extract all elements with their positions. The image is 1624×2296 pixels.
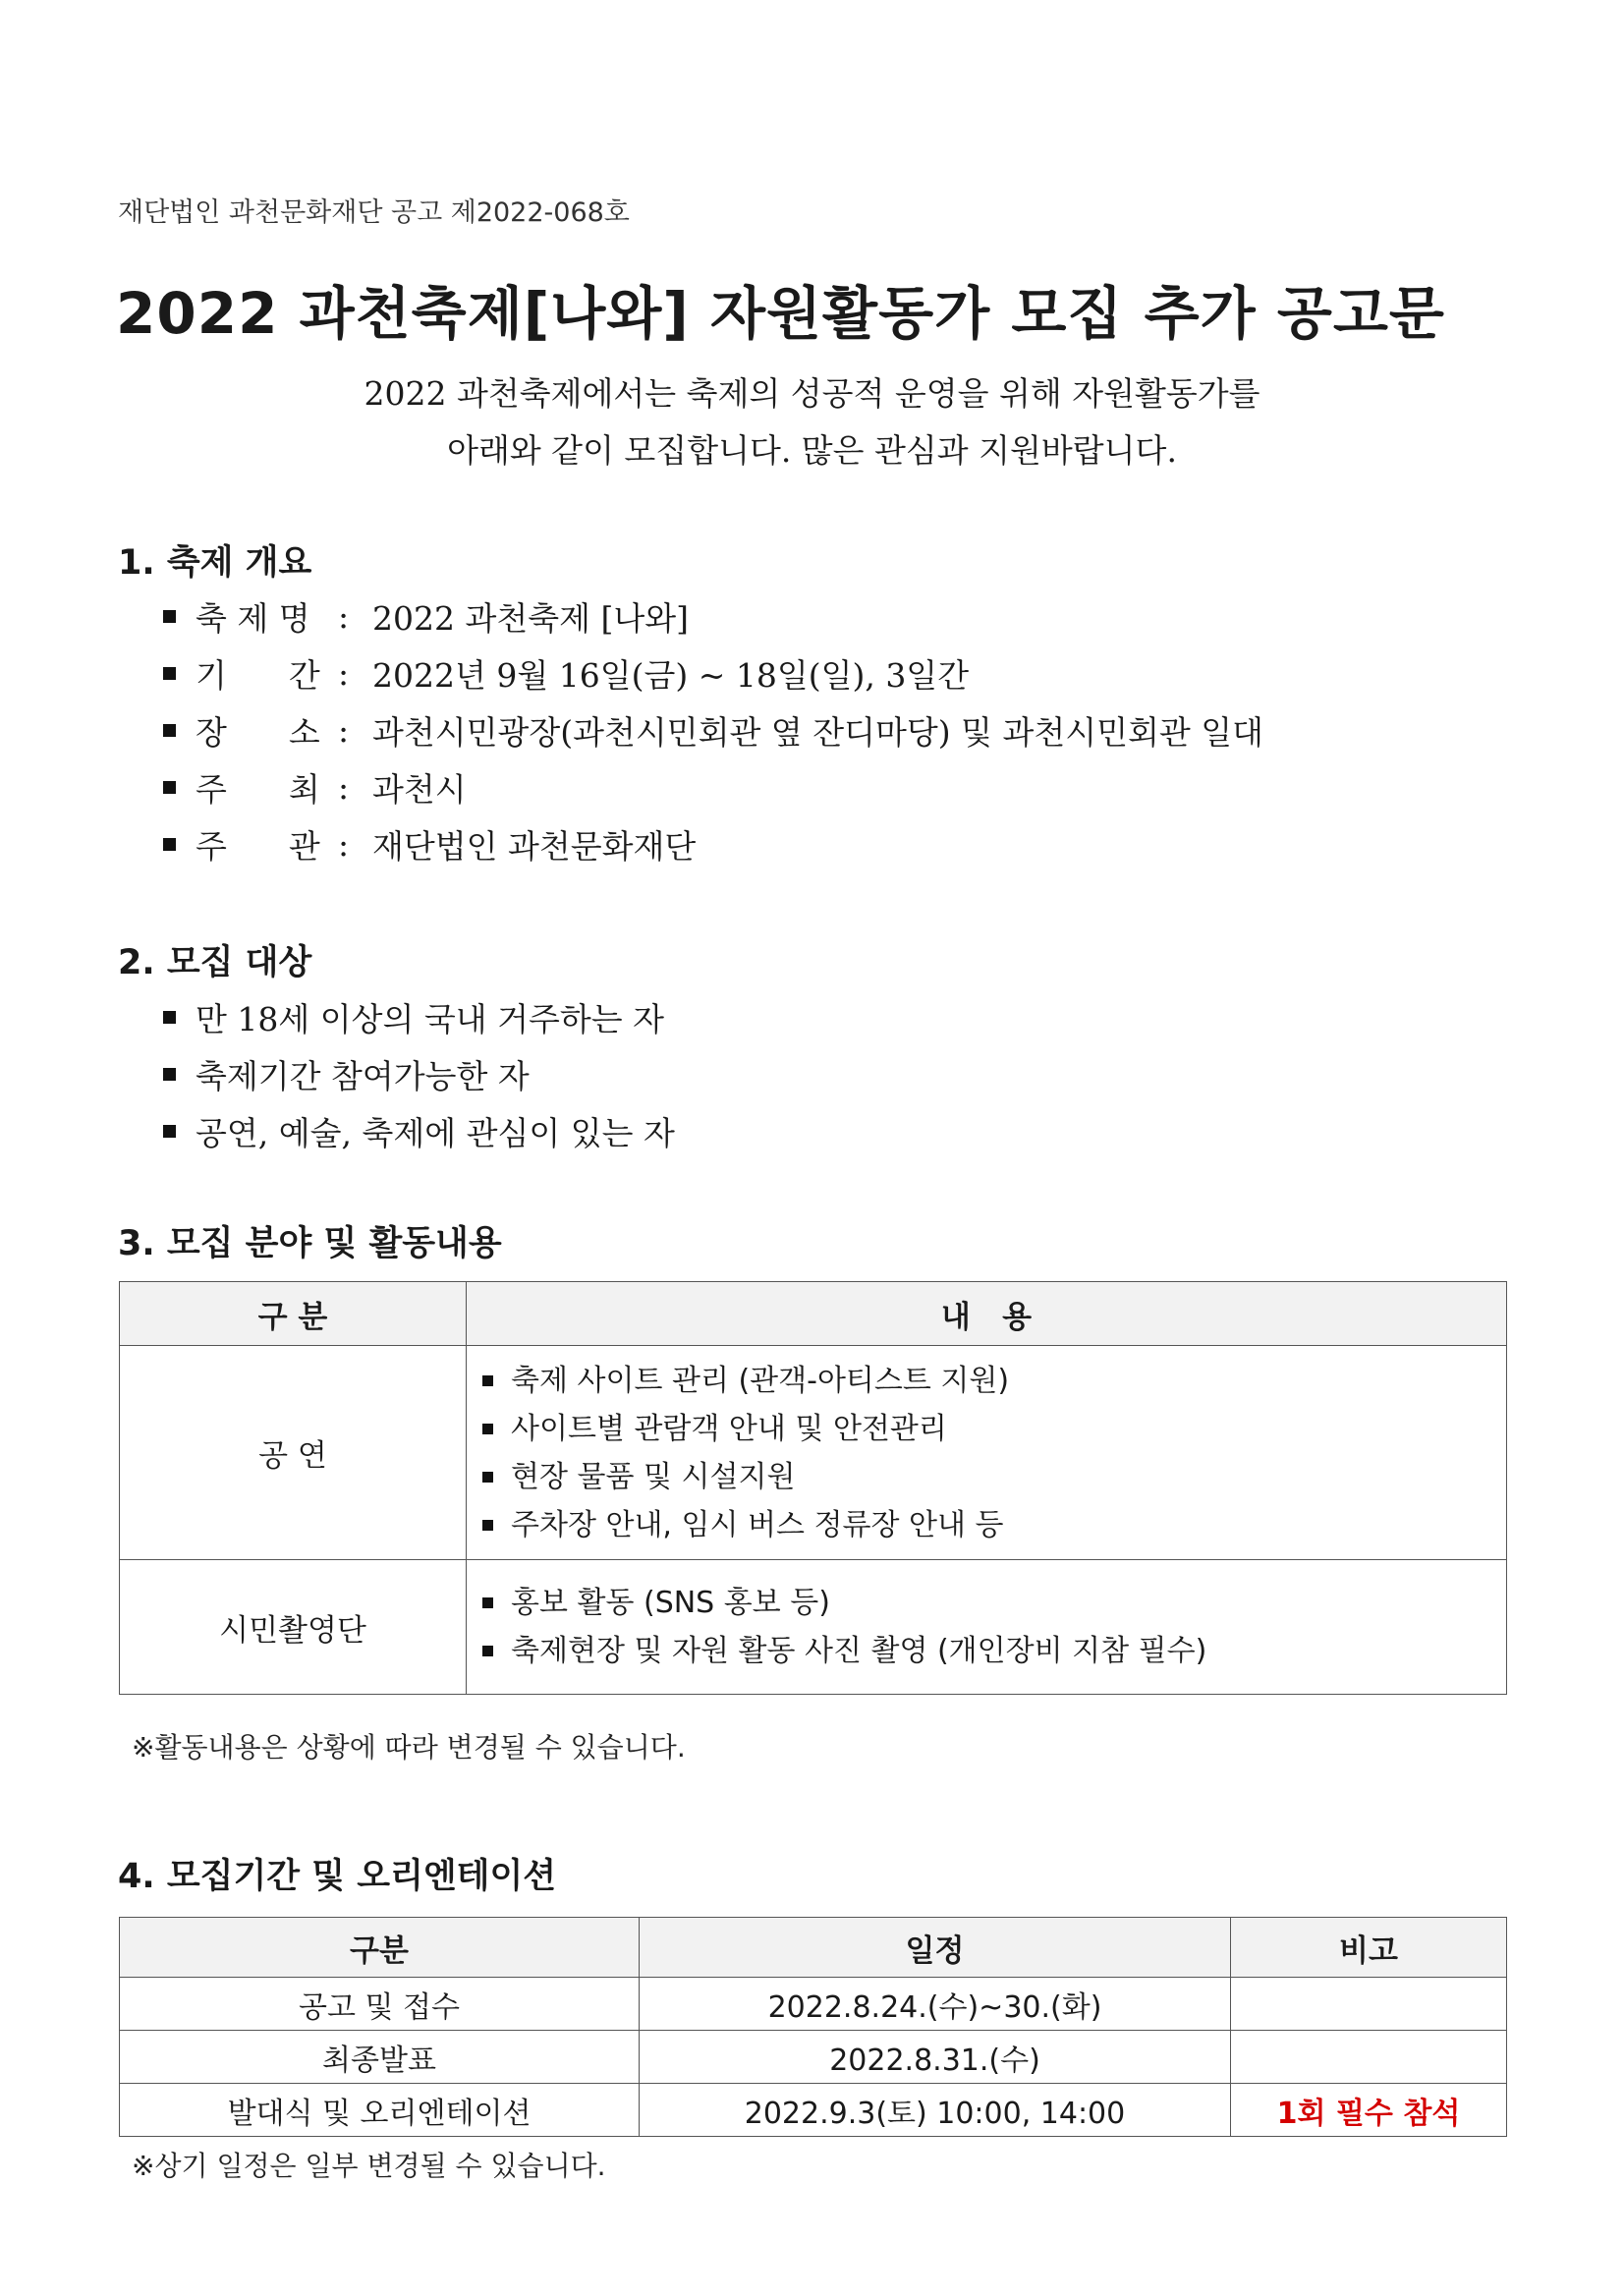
target-item — [163, 994, 664, 1040]
overview-label: 주 최 — [196, 770, 320, 809]
table-row — [120, 2084, 1507, 2137]
remark-cell — [1231, 2031, 1507, 2084]
square-bullet-icon — [482, 1424, 493, 1434]
list-item-text: 홍보 활동 (SNS 홍보 등) — [511, 1586, 830, 1620]
list-item — [482, 1405, 1506, 1453]
overview-item: 기 간 : 2022년 9월 16일(금) ~ 18일(일), 3일간 — [163, 650, 969, 697]
square-bullet-icon — [163, 1011, 176, 1024]
table-header-row — [120, 1918, 1507, 1978]
date-cell: 2022.8.24.(수)~30.(화) — [640, 1978, 1231, 2031]
table-row — [120, 1346, 1507, 1560]
column-header: 구분 — [120, 1918, 640, 1978]
list-item — [482, 1453, 1506, 1501]
target-text: 축제기간 참여가능한 자 — [196, 1057, 530, 1095]
square-bullet-icon — [482, 1520, 493, 1531]
overview-label: 기 간 — [196, 656, 320, 695]
category-cell: 공고 및 접수 — [120, 1978, 640, 2031]
list-item-text: 축제 사이트 관리 (관객-아티스트 지원) — [511, 1363, 1010, 1398]
table-header-row — [120, 1282, 1507, 1346]
notice-number: 재단법인 과천문화재단 공고 제2022-068호 — [118, 197, 630, 228]
square-bullet-icon — [482, 1375, 493, 1386]
overview-item: 장 소 : 과천시민광장(과천시민회관 옆 잔디마당) 및 과천시민회관 일대 — [163, 707, 1263, 754]
overview-value: 과천시민광장(과천시민회관 옆 잔디마당) 및 과천시민회관 일대 — [372, 713, 1264, 752]
list-item-text: 현장 물품 및 시설지원 — [511, 1459, 796, 1494]
section1-heading: 1. 축제 개요 — [118, 543, 312, 583]
square-bullet-icon — [163, 667, 176, 680]
list-item — [482, 1357, 1506, 1405]
intro-line-1: 2022 과천축제에서는 축제의 성공적 운영을 위해 자원활동가를 — [364, 374, 1260, 413]
table-row — [120, 1978, 1507, 2031]
list-item-text: 사이트별 관람객 안내 및 안전관리 — [511, 1411, 947, 1446]
overview-item: 주 최 : 과천시 — [163, 764, 467, 811]
content-cell — [467, 1346, 1507, 1560]
overview-label: 주 관 — [196, 827, 320, 866]
overview-item: 주 관 : 재단법인 과천문화재단 — [163, 821, 696, 868]
remark-cell: 1회 필수 참석 — [1231, 2084, 1507, 2137]
list-item — [482, 1501, 1506, 1549]
table-row — [120, 2031, 1507, 2084]
square-bullet-icon — [163, 838, 176, 851]
overview-item: 축 제 명 : 2022 과천축제 [나와] — [163, 593, 689, 640]
list-item — [482, 1579, 1506, 1627]
square-bullet-icon — [163, 1068, 176, 1081]
section3-heading: 3. 모집 분야 및 활동내용 — [118, 1224, 502, 1263]
activity-note: ※활동내용은 상황에 따라 변경될 수 있습니다. — [132, 1731, 686, 1764]
overview-value: 재단법인 과천문화재단 — [372, 827, 697, 866]
overview-label: 축 제 명 — [196, 599, 310, 638]
overview-value: 과천시 — [372, 770, 467, 809]
square-bullet-icon — [163, 610, 176, 623]
square-bullet-icon — [482, 1597, 493, 1608]
category-cell: 공 연 — [120, 1346, 467, 1560]
overview-value: 2022년 9월 16일(금) ~ 18일(일), 3일간 — [372, 656, 970, 695]
schedule-table — [119, 1917, 1507, 2137]
target-item — [163, 1051, 530, 1097]
date-cell: 2022.8.31.(수) — [640, 2031, 1231, 2084]
table-row — [120, 1560, 1507, 1695]
activity-table — [119, 1281, 1507, 1695]
remark-cell — [1231, 1978, 1507, 2031]
target-text: 공연, 예술, 축제에 관심이 있는 자 — [196, 1114, 675, 1152]
square-bullet-icon — [482, 1472, 493, 1483]
content-cell — [467, 1560, 1507, 1695]
list-item — [482, 1627, 1506, 1675]
schedule-note: ※상기 일정은 일부 변경될 수 있습니다. — [132, 2150, 606, 2182]
square-bullet-icon — [163, 724, 176, 737]
date-cell: 2022.9.3(토) 10:00, 14:00 — [640, 2084, 1231, 2137]
page-title: 2022 과천축제[나와] 자원활동가 모집 추가 공고문 — [116, 280, 1445, 347]
section2-heading: 2. 모집 대상 — [118, 943, 312, 982]
target-text: 만 18세 이상의 국내 거주하는 자 — [196, 1000, 664, 1038]
column-header: 비고 — [1231, 1918, 1507, 1978]
list-item-text: 축제현장 및 자원 활동 사진 촬영 (개인장비 지참 필수) — [511, 1634, 1207, 1668]
column-header: 일정 — [640, 1918, 1231, 1978]
square-bullet-icon — [163, 1125, 176, 1138]
category-cell: 발대식 및 오리엔테이션 — [120, 2084, 640, 2137]
column-header: 구 분 — [120, 1282, 467, 1346]
column-header: 내 용 — [467, 1282, 1507, 1346]
target-item — [163, 1108, 675, 1154]
intro-line-2: 아래와 같이 모집합니다. 많은 관심과 지원바랍니다. — [447, 431, 1177, 470]
category-cell: 시민촬영단 — [120, 1560, 467, 1695]
square-bullet-icon — [163, 781, 176, 794]
overview-label: 장 소 — [196, 713, 320, 752]
list-item-text: 주차장 안내, 임시 버스 정류장 안내 등 — [511, 1507, 1004, 1542]
overview-value: 2022 과천축제 [나와] — [372, 599, 689, 638]
section4-heading: 4. 모집기간 및 오리엔테이션 — [118, 1857, 557, 1896]
category-cell: 최종발표 — [120, 2031, 640, 2084]
square-bullet-icon — [482, 1646, 493, 1656]
